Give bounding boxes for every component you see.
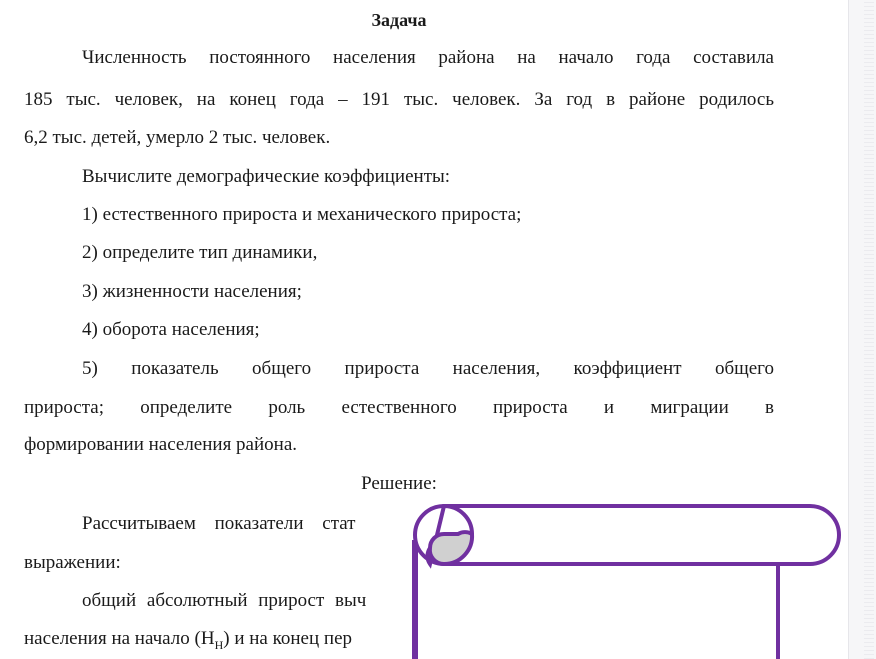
solution-line-4-end: ) и на конец пер [223,628,352,649]
scroll-banner-shape[interactable] [410,500,848,659]
paragraph-line-2: 185 тыс. человек, на конец года – 191 тыс. человек. За год в районе родилось [24,89,774,110]
list-item-5-line-3: формировании населения района. [24,434,298,455]
list-item-5-line-2: прироста; определите роль естественного прироста и миграции в [24,397,774,418]
paragraph-line-3: 6,2 тыс. детей, умерло 2 тыс. человек. [24,127,331,148]
scrollbar-track[interactable] [864,0,874,659]
vertical-scrollbar[interactable] [848,0,876,659]
task-title: Задача [371,10,427,30]
instruction-line: Вычислите демографические коэффициенты: [82,166,451,187]
solution-line-4-start: населения на начало ( [24,628,201,649]
list-item-5-line-1: 5) показатель общего прироста населения, коэффициент общего [82,358,774,379]
symbol-h-base: Н [200,628,215,649]
list-item-1: 1) естественного прироста и механического прироста; [82,204,522,225]
symbol-h-sub: Н [214,637,224,652]
solution-line-1: Рассчитываем показатели стат [82,513,356,534]
solution-heading: Решение: [361,473,437,494]
paragraph-line-1: Численность постоянного населения района на начало года составила [82,47,774,68]
solution-line-3: общий абсолютный прирост выч [82,590,367,611]
scroll-top-roll [415,506,839,564]
list-item-2: 2) определите тип динамики, [82,242,318,263]
solution-line-2: выражении: [24,552,121,573]
list-item-3: 3) жизненности населения; [82,281,302,302]
list-item-4: 4) оборота населения; [82,319,260,340]
